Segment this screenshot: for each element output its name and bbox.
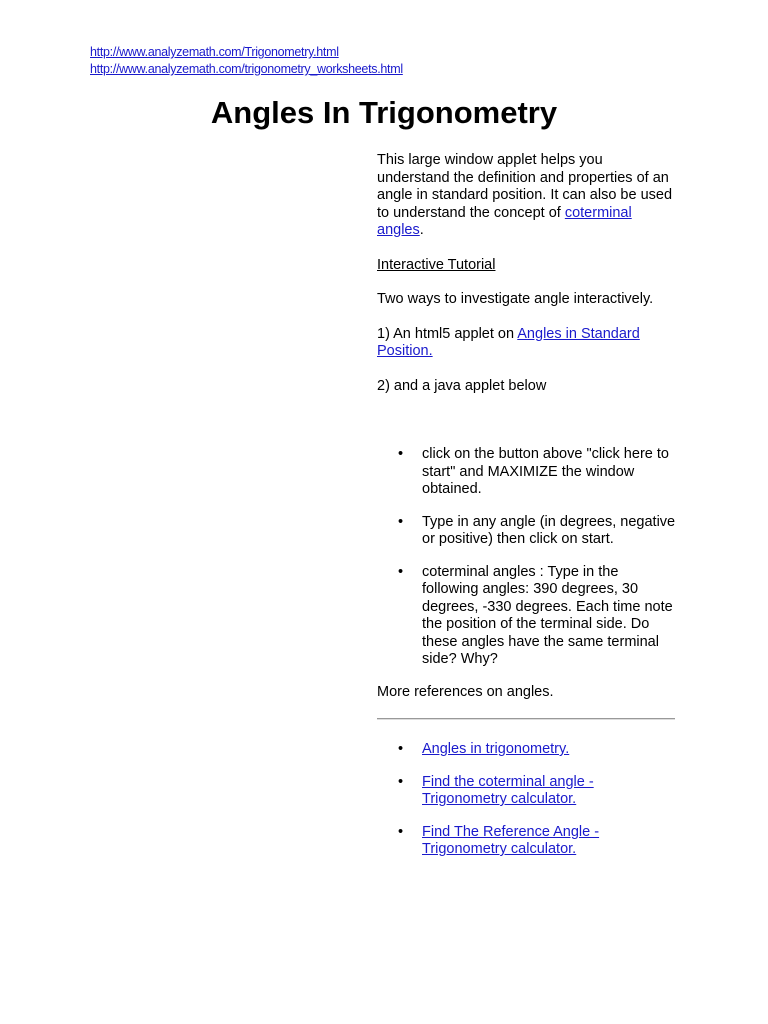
list-item: [377, 824, 677, 859]
reference-list: [377, 741, 677, 859]
source-link-worksheets[interactable]: http://www.analyzemath.com/trigonometry_worksheets.html: [90, 62, 403, 76]
list-item: [377, 741, 677, 759]
bullet-icon: •: [398, 513, 404, 530]
bullet-icon: •: [398, 446, 404, 462]
list-item: [377, 446, 677, 499]
list-item: [377, 564, 677, 669]
two-ways-text: Two ways to investigate angle interactively.: [377, 291, 654, 307]
option-java: 2) and a java applet below: [377, 377, 547, 394]
reference-link-coterminal-calculator[interactable]: Find the coterminal angle - Trigonometry calculator.: [422, 773, 594, 807]
bullet-icon: •: [398, 741, 404, 757]
applet-placeholder: [377, 412, 677, 446]
divider: [377, 718, 675, 720]
coterminal-angles-link[interactable]: coterminal angles: [377, 204, 632, 238]
option-html5: [377, 326, 677, 361]
intro-text: This large window applet helps you understand the definition and properties of an angle in standard position. It can also be used to understand the concept of: [377, 152, 673, 221]
angles-standard-position-link[interactable]: Angles in Standard Position.: [377, 325, 640, 359]
instruction-text: click on the button above "click here to start" and MAXIMIZE the window obtained.: [422, 446, 669, 497]
instruction-text: coterminal angles : Type in the following angles: 390 degrees, 30 degrees, -330 degrees. Each time note the position of the terminal side. Do these angles have the same terminal side? Why?: [422, 563, 673, 667]
source-link-trigonometry[interactable]: http://www.analyzemath.com/Trigonometry.html: [90, 45, 339, 59]
more-references-text: More references on angles.: [377, 683, 554, 700]
instruction-list: [377, 446, 677, 669]
instruction-text: Type in any angle (in degrees, negative or positive) then click on start.: [422, 513, 676, 547]
intro-paragraph: [377, 152, 677, 240]
bullet-icon: •: [398, 823, 404, 840]
intro-end: .: [419, 222, 424, 238]
page-title: Angles In Trigonometry: [210, 95, 558, 130]
tutorial-heading: Interactive Tutorial: [377, 256, 496, 273]
main-content: [377, 152, 677, 874]
reference-link-reference-angle-calculator[interactable]: Find The Reference Angle - Trigonometry calculator.: [422, 823, 600, 857]
reference-link-angles[interactable]: Angles in trigonometry.: [422, 741, 570, 757]
option-html5-prefix: 1) An html5 applet on: [377, 325, 518, 342]
list-item: [377, 514, 677, 549]
source-links: [90, 44, 403, 78]
bullet-icon: •: [398, 773, 404, 790]
list-item: [377, 774, 677, 809]
bullet-icon: •: [398, 563, 404, 580]
